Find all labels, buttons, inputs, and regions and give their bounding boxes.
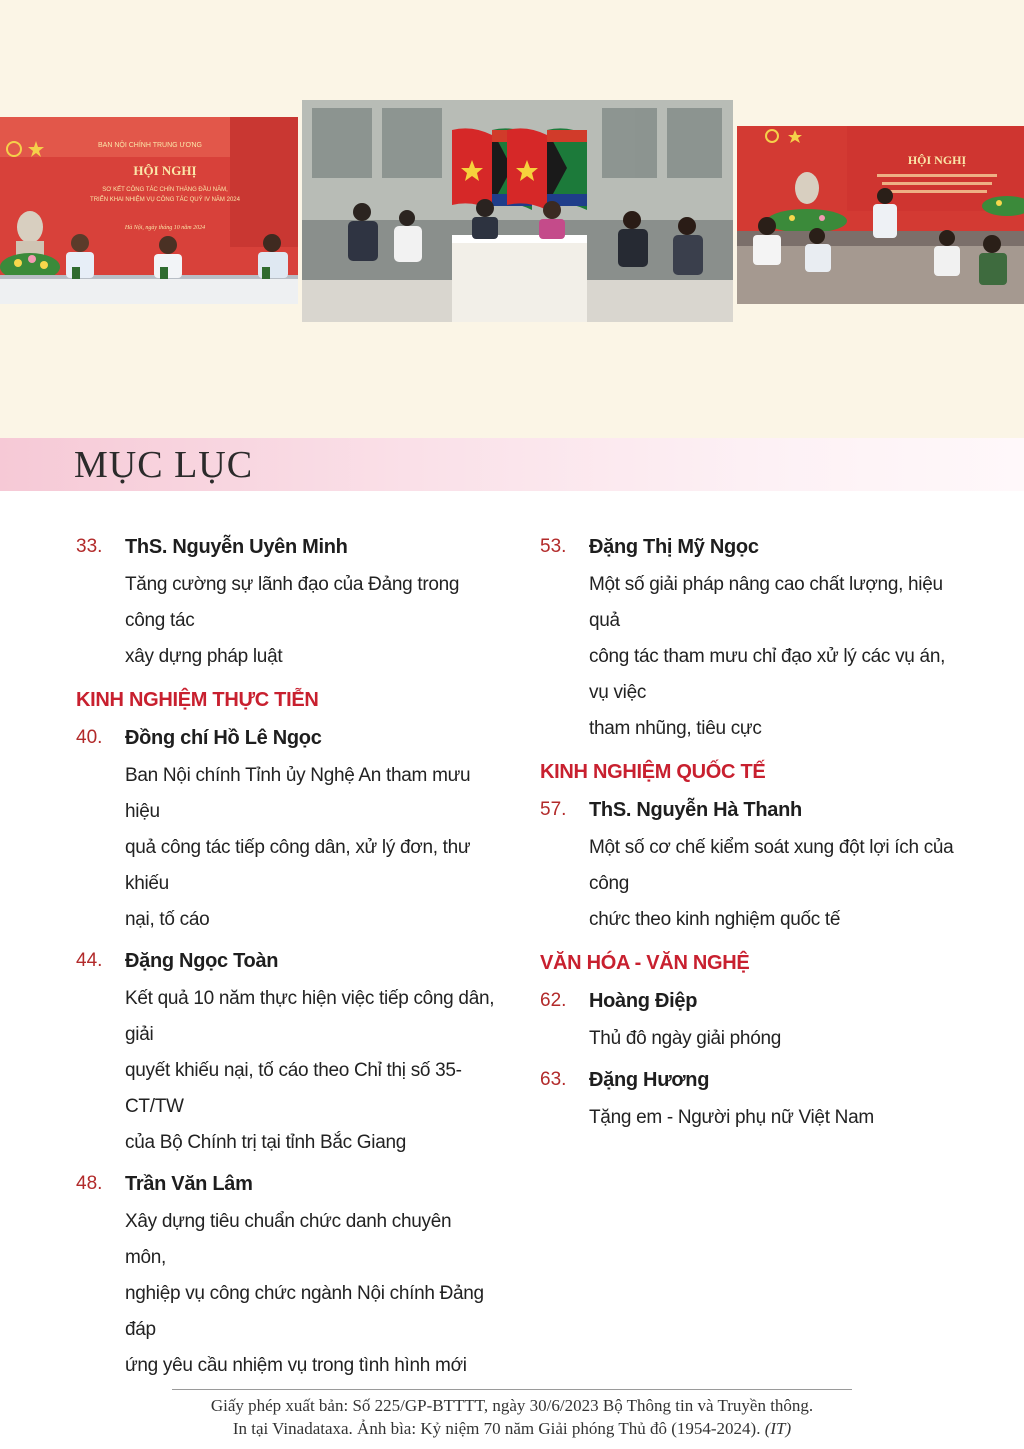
toc-entry-title-line: chức theo kinh nghiệm quốc tế xyxy=(589,909,841,930)
toc-entry-author: Đặng Ngọc Toàn xyxy=(125,950,279,972)
toc-entry-title-line: Một số cơ chế kiểm soát xung đột lợi ích của công xyxy=(589,837,954,894)
photo-meeting-center xyxy=(302,100,733,322)
right-banner-title: HỘI NGHỊ xyxy=(907,153,967,167)
south-africa-flag-icon xyxy=(547,128,587,210)
toc-entry-author: Hoàng Điệp xyxy=(589,990,698,1012)
footer-divider xyxy=(172,1389,852,1390)
toc-entry-page-number: 57. xyxy=(540,799,567,820)
toc-entry-title-line: Thủ đô ngày giải phóng xyxy=(589,1028,782,1049)
toc-entry-title-line: Ban Nội chính Tỉnh ủy Nghệ An tham mưu hiệu xyxy=(125,765,471,822)
toc-entry-page-number: 62. xyxy=(540,990,567,1011)
toc-entry-title xyxy=(125,1204,496,1384)
toc-entry[interactable] xyxy=(76,944,496,1161)
toc-entry[interactable] xyxy=(540,530,960,747)
vietnam-flag-icon xyxy=(507,128,547,210)
section-heading: KINH NGHIỆM QUỐC TẾ xyxy=(540,761,766,783)
photo-conference-left xyxy=(0,117,298,304)
toc-entry-title-line: Tăng cường sự lãnh đạo của Đảng trong công tác xyxy=(125,574,460,631)
toc-entry-title xyxy=(589,1021,960,1057)
toc-entry-title xyxy=(589,1100,960,1136)
toc-entry-title xyxy=(589,830,960,938)
toc-entry-author: Trần Văn Lâm xyxy=(125,1173,253,1195)
toc-entry-page-number: 53. xyxy=(540,536,567,557)
toc-entry-title-line: ứng yêu cầu nhiệm vụ trong tình hình mới xyxy=(125,1355,467,1376)
toc-entry[interactable] xyxy=(76,530,496,675)
toc-entry-page-number: 48. xyxy=(76,1173,103,1194)
section-heading: KINH NGHIỆM THỰC TIỄN xyxy=(76,689,319,711)
toc-column-right xyxy=(540,530,960,1142)
toc-entry[interactable] xyxy=(540,984,960,1057)
toc-entry-title-line: quyết khiếu nại, tố cáo theo Chỉ thị số 35-CT/TW xyxy=(125,1060,462,1117)
footer-printing-text: In tại Vinadataxa. Ảnh bìa: Kỷ niệm 70 năm Giải phóng Thủ đô (1954-2024). xyxy=(232,1419,761,1438)
toc-entry-page-number: 44. xyxy=(76,950,103,971)
toc-entry-title-line: của Bộ Chính trị tại tỉnh Bắc Giang xyxy=(125,1132,406,1153)
footer-license: Giấy phép xuất bản: Số 225/GP-BTTTT, ngày 30/6/2023 Bộ Thông tin và Truyền thông. xyxy=(210,1396,814,1415)
photo-conference-right xyxy=(737,126,1024,304)
toc-entry-author: Đặng Hương xyxy=(589,1069,710,1091)
section-heading: VĂN HÓA - VĂN NGHỆ xyxy=(540,952,750,974)
left-banner-date: Hà Nội, ngày tháng 10 năm 2024 xyxy=(124,225,206,231)
toc-entry[interactable] xyxy=(540,793,960,938)
toc-entry-page-number: 33. xyxy=(76,536,103,557)
footer-printing xyxy=(0,1419,1024,1439)
footer-credit: (IT) xyxy=(764,1419,792,1438)
toc-entry-title xyxy=(589,567,960,747)
left-banner-title: HỘI NGHỊ xyxy=(133,163,197,178)
toc-entry[interactable] xyxy=(540,1063,960,1136)
left-banner-line2: TRIỂN KHAI NHIỆM VỤ CÔNG TÁC QUÝ IV NĂM 2024 xyxy=(90,197,240,203)
toc-entry-title-line: quả công tác tiếp công dân, xử lý đơn, thư khiếu xyxy=(125,837,471,894)
left-banner-org: BAN NỘI CHÍNH TRUNG ƯƠNG xyxy=(97,142,203,149)
toc-entry-title xyxy=(125,567,496,675)
toc-entry-author: ThS. Nguyễn Hà Thanh xyxy=(589,799,802,821)
toc-entry-title-line: công tác tham mưu chỉ đạo xử lý các vụ án, vụ việc xyxy=(589,646,946,703)
toc-entry-title-line: xây dựng pháp luật xyxy=(125,646,283,667)
vietnam-flag-icon xyxy=(452,128,492,210)
page-title: MỤC LỤC xyxy=(74,444,254,486)
toc-entry-title-line: nghiệp vụ công chức ngành Nội chính Đảng đáp xyxy=(125,1283,484,1340)
toc-entry-title-line: nại, tố cáo xyxy=(125,909,210,930)
toc-entry-page-number: 40. xyxy=(76,727,103,748)
toc-entry-author: Đồng chí Hồ Lê Ngọc xyxy=(125,727,322,749)
toc-entry-page-number: 63. xyxy=(540,1069,567,1090)
toc-entry-title xyxy=(125,981,496,1161)
toc-entry-author: Đặng Thị Mỹ Ngọc xyxy=(589,536,759,558)
toc-entry-title-line: Một số giải pháp nâng cao chất lượng, hiệu quả xyxy=(589,574,943,631)
toc-entry-title-line: Tặng em - Người phụ nữ Việt Nam xyxy=(589,1107,874,1128)
left-banner-line1: SƠ KẾT CÔNG TÁC CHÍN THÁNG ĐẦU NĂM, xyxy=(102,187,228,193)
toc-column-left xyxy=(76,530,496,1390)
toc-entry-title-line: Xây dựng tiêu chuẩn chức danh chuyên môn, xyxy=(125,1211,452,1268)
toc-entry-author: ThS. Nguyễn Uyên Minh xyxy=(125,536,348,558)
toc-entry-title xyxy=(125,758,496,938)
toc-entry[interactable] xyxy=(76,721,496,938)
toc-entry-title-line: Kết quả 10 năm thực hiện việc tiếp công dân, giải xyxy=(125,988,495,1045)
toc-entry[interactable] xyxy=(76,1167,496,1384)
toc-entry-title-line: tham nhũng, tiêu cực xyxy=(589,718,762,739)
